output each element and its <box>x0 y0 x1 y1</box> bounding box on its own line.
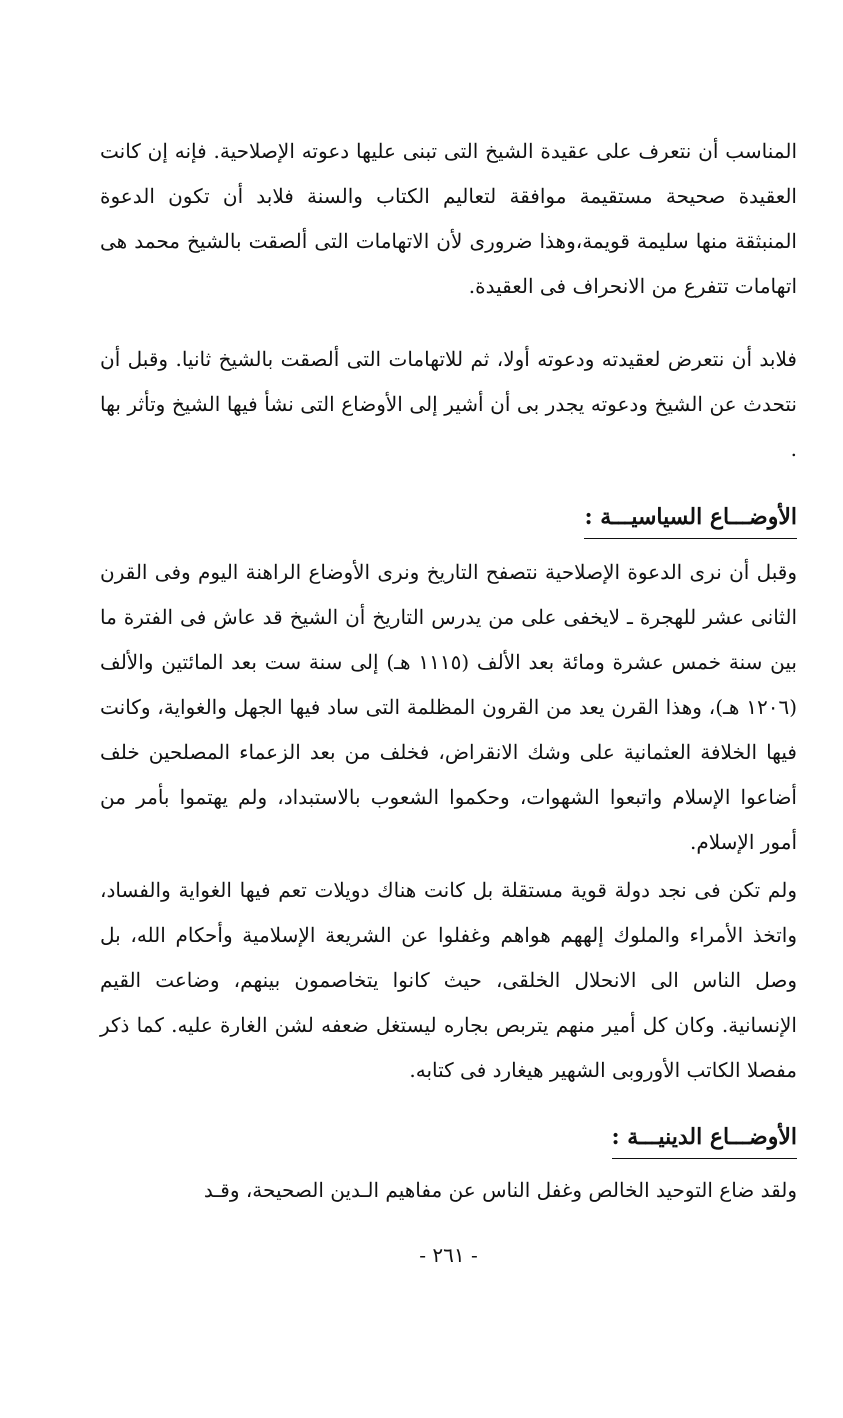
paragraph-political: وقبل أن نرى الدعوة الإصلاحية نتصفح التاريخ ونرى الأوضاع الراهنة اليوم وفى القرن الثانى عشر للهجرة ـ لايخفى على من يدرس التاريخ أن الشيخ قد عاش فى الفترة ما بين سنة خمس عشرة ومائة بعد الألف (١١١٥ هـ) إلى سنة ست بعد المائتين والألف (١٢٠٦ هـ)، وهذا القرن يعد من القرون المظلمة التى ساد فيها الجهل والغواية، وكانت فيها الخلافة العثمانية على وشك الانقراض، فخلف من بعد الزعماء المصلحين خلف أضاعوا الإسلام واتبعوا الشهوات، وحكموا الشعوب بالاستبداد، ولم يهتموا بأمر من أمور الإسلام. <box>100 560 797 854</box>
paragraph-religious: ولقد ضاع التوحيد الخالص وغفل الناس عن مفاهيم الـدين الصحيحة، وقـد <box>203 1178 797 1202</box>
page-number: - ٢٦١ - <box>419 1243 478 1267</box>
heading-political-conditions: الأوضـــاع السياسيـــة : <box>584 500 797 539</box>
document-page <box>100 0 797 1418</box>
heading-religious-conditions: الأوضـــاع الدينيـــة : <box>612 1120 797 1159</box>
paragraph-intro: المناسب أن نتعرف على عقيدة الشيخ التى تبنى عليها دعوته الإصلاحية. فإنه إن كانت العقيدة صحيحة مستقيمة موافقة لتعاليم الكتاب والسنة فلابد أن تكون الدعوة المنبثقة منها سليمة قويمة،وهذا ضرورى لأن الاتهامات التى ألصقت بالشيخ محمد هى اتهامات تتفرع من الانحراف فى العقيدة. <box>100 139 797 298</box>
paragraph-najd: ولم تكن فى نجد دولة قوية مستقلة بل كانت هناك دويلات تعم فيها الغواية والفساد، واتخذ الأمراء والملوك إلههم هواهم وغفلوا عن الشريعة الإسلامية وأحكام الله، بل وصل الناس الى الانحلال الخلقى، حيث كانوا يتخاصمون بينهم، وضاعت القيم الإنسانية. وكان كل أمير منهم يتربص بجاره ليستغل ضعفه لشن الغارة عليه. كما ذكر مفصلا الكاتب الأوروبى الشهير هيغارد فى كتابه. <box>100 878 797 1082</box>
paragraph-plan: فلابد أن نتعرض لعقيدته ودعوته أولا، ثم للاتهامات التى ألصقت بالشيخ ثانيا. وقبل أن نتحدث عن الشيخ ودعوته يجدر بى أن أشير إلى الأوضاع التى نشأ فيها الشيخ وتأثر بها . <box>100 347 797 461</box>
